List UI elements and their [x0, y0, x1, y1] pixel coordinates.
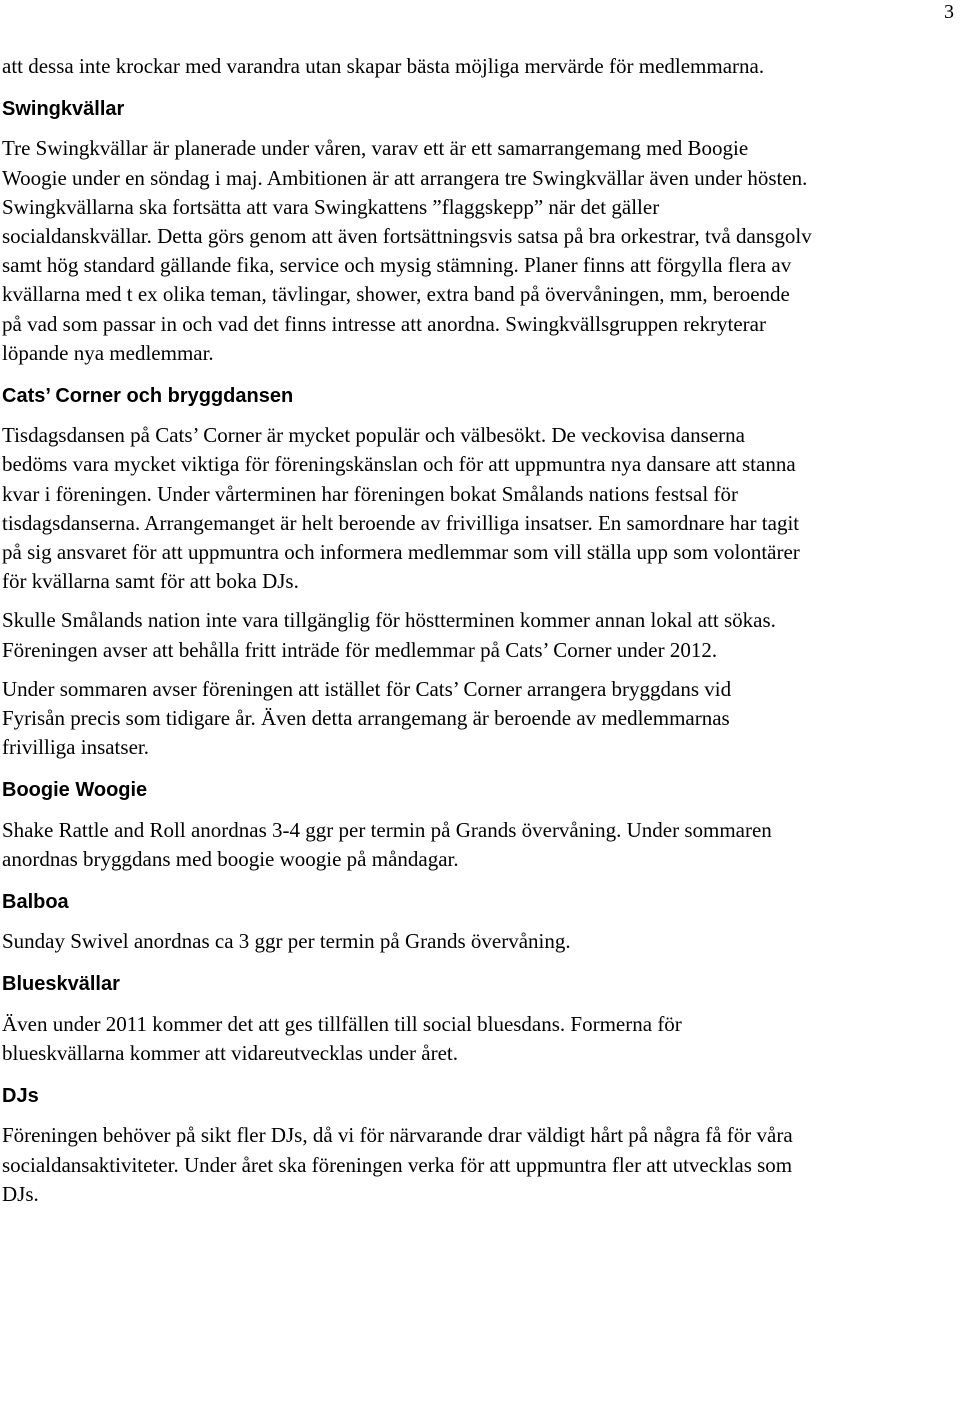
- djs-paragraph: Föreningen behöver på sikt fler DJs, då vi för närvarande drar väldigt hårt på några få för våra socialdansaktiviteter. Under året ska föreningen verka för att uppmuntra fler att utvecklas som DJs.: [2, 1123, 793, 1206]
- heading-blueskvallar: Blueskvällar: [2, 973, 120, 996]
- cats-paragraph-2: Skulle Smålands nation inte vara tillgänglig för höstterminen kommer annan lokal att sökas. Föreningen avser att behålla fritt inträde för medlemmar på Cats’ Corner under 2012.: [2, 608, 776, 662]
- cats-paragraph-3: Under sommaren avser föreningen att istället för Cats’ Corner arrangera bryggdans vid Fyrisån precis som tidigare år. Även detta arrangemang är beroende av medlemmarnas frivilliga insatser.: [2, 676, 732, 760]
- swing-paragraph: Tre Swingkvällar är planerade under våren, varav ett är ett samarrangemang med Boogie Woogie under en söndag i maj. Ambitionen är att arrangera tre Swingkvällar även under hösten. Swingkvällarna ska fortsätta att vara Swingkattens ”flaggskepp” när det gäller socialdanskvällar. Detta görs genom att även fortsättningsvis satsa på bra orkestrar, två dansgolv samt hög standard gällande fika, service och mysig stämning. Planer finns att förgylla flera av kvällarna med t ex olika teman, tävlingar, shower, extra band på övervåningen, mm, beroende på vad som passar in och vad det finns intresse att anordna. Swingkvällsgruppen rekryterar löpande nya medlemmar.: [2, 136, 812, 365]
- heading-balboa: Balboa: [2, 891, 69, 914]
- document-body: [2, 52, 952, 1209]
- blues-paragraph: Även under 2011 kommer det att ges tillfällen till social bluesdans. Formerna för blueskvällarna kommer att vidareutvecklas under året.: [2, 1011, 682, 1065]
- cats-paragraph-1: Tisdagsdansen på Cats’ Corner är mycket populär och välbesökt. De veckovisa danserna bedöms vara mycket viktiga för föreningskänslan och för att uppmuntra nya dansare att stanna kvar i föreningen. Under vårterminen har föreningen bokat Smålands nations festsal för tisdagsdanserna. Arrangemanget är helt beroende av frivilliga insatser. En samordnare har tagit på sig ansvaret för att uppmuntra och informera medlemmar som vill ställa upp som volontärer för kvällarna samt för att boka DJs.: [2, 423, 800, 594]
- boogie-paragraph: Shake Rattle and Roll anordnas 3-4 ggr per termin på Grands övervåning. Under sommaren anordnas bryggdans med boogie woogie på måndagar.: [2, 817, 772, 871]
- heading-djs: DJs: [2, 1085, 39, 1108]
- heading-boogie-woogie: Boogie Woogie: [2, 779, 148, 802]
- heading-swingkvallar: Swingkvällar: [2, 98, 125, 121]
- balboa-paragraph: Sunday Swivel anordnas ca 3 ggr per termin på Grands övervåning.: [2, 929, 571, 954]
- page-number: 3: [944, 1, 954, 23]
- heading-cats-corner: Cats’ Corner och bryggdansen: [2, 385, 294, 408]
- intro-paragraph: att dessa inte krockar med varandra utan skapar bästa möjliga mervärde för medlemmarna.: [2, 54, 765, 78]
